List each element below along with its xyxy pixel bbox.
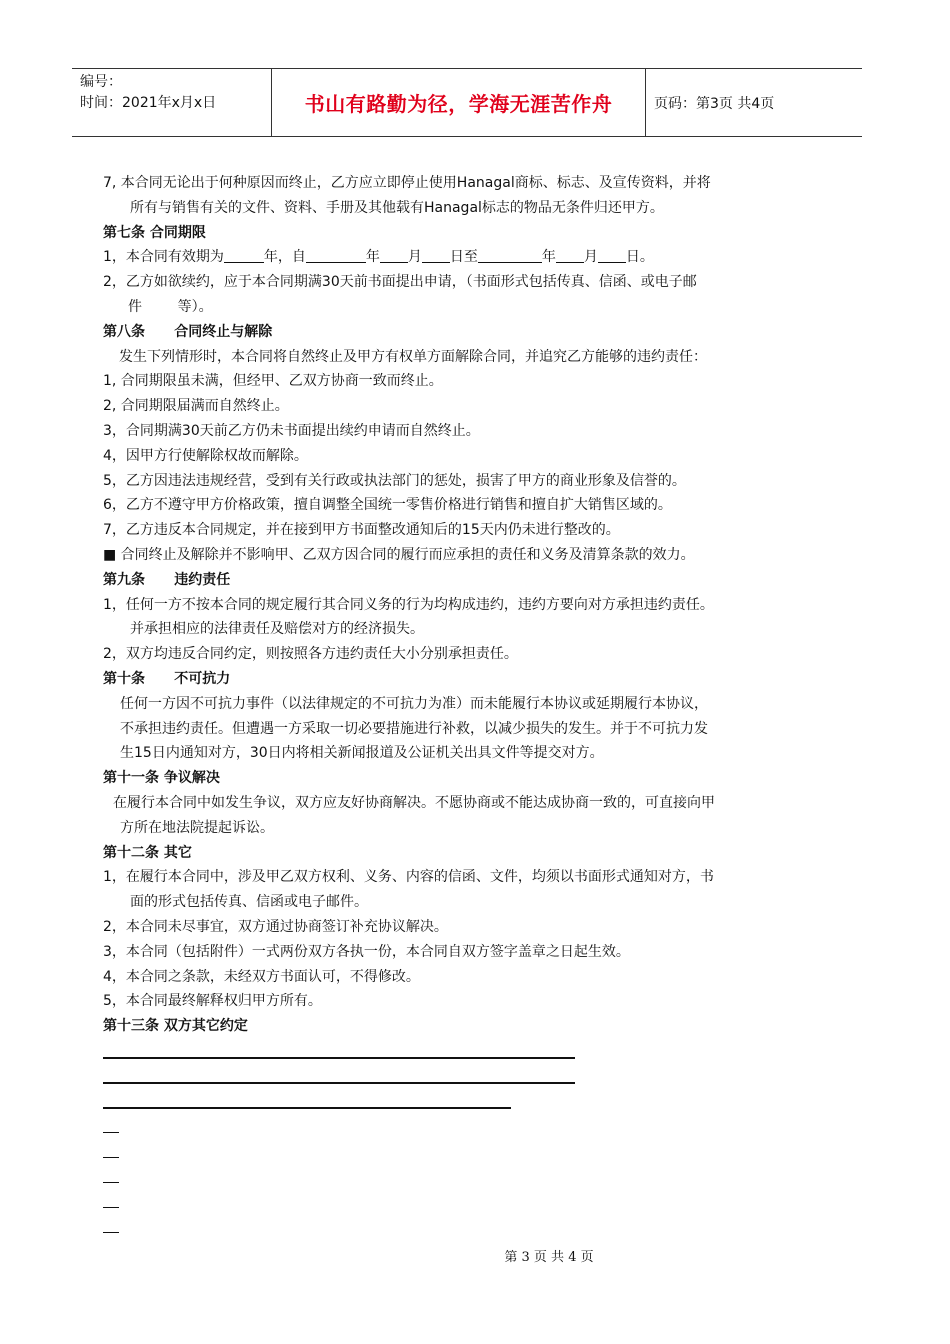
clause-line: 面的形式包括传真、信函或电子邮件。 <box>130 894 368 911</box>
blank-line <box>103 1107 511 1109</box>
section-heading: 第八条 合同终止与解除 <box>103 323 273 340</box>
time-label: 时间：2021年x月x日 <box>80 95 217 111</box>
section-heading: 第十一条 争议解决 <box>103 770 220 787</box>
term-text: 1，本合同有效期为 <box>103 249 224 266</box>
term-text: 年 <box>541 249 556 266</box>
blank-dash <box>103 1132 119 1133</box>
clause-line: 6，乙方不遵守甲方价格政策，擅自调整全国统一零售价格进行销售和擅自扩大销售区域的。 <box>103 497 672 514</box>
number-label: 编号： <box>80 74 122 90</box>
blank-line <box>103 1057 575 1059</box>
blank-field <box>556 248 584 263</box>
clause-line: 5，乙方因违法违规经营，受到有关行政或执法部门的惩处，损害了甲方的商业形象及信誉的。 <box>103 472 686 489</box>
clause-line: 7, 本合同无论出于何种原因而终止，乙方应立即停止使用Hanagal商标、标志、及宣传资料，并将 <box>103 175 711 191</box>
clause-line: 4，本合同之条款，未经双方书面认可，不得修改。 <box>103 968 420 985</box>
clause-line: 3，本合同（包括附件）一式两份双方各执一份，本合同自双方签字盖章之日起生效。 <box>103 943 630 960</box>
section-heading: 第九条 违约责任 <box>103 571 231 588</box>
header-meta <box>72 69 272 136</box>
header-motto: 书山有路勤为径，学海无涯苦作舟 <box>304 92 613 116</box>
clause-line: 2，本合同未尽事宜，双方通过协商签订补充协议解决。 <box>103 918 448 935</box>
blank-field <box>224 248 264 263</box>
blank-field <box>380 248 408 263</box>
clause-line: 2, 合同期限届满而自然终止。 <box>103 398 289 415</box>
clause-line: 并承担相应的法律责任及赔偿对方的经济损失。 <box>130 621 424 638</box>
header-motto-cell <box>272 69 646 136</box>
blank-field <box>598 248 626 263</box>
term-text: 月 <box>583 249 598 266</box>
section-heading: 第十三条 双方其它约定 <box>103 1018 248 1035</box>
section-heading: 第十条 不可抗力 <box>103 670 231 687</box>
clause-line: 2，乙方如欲续约，应于本合同期满30天前书面提出申请，（书面形式包括传真、信函、或电子邮 <box>103 274 697 291</box>
clause-line: 所有与销售有关的文件、资料、手册及其他载有Hanagal标志的物品无条件归还甲方。 <box>130 199 664 216</box>
blank-field <box>422 248 450 263</box>
clause-line: 3，合同期满30天前乙方仍未书面提出续约申请而自然终止。 <box>103 422 480 439</box>
term-text: 年 <box>365 249 380 266</box>
clause-line: 1，在履行本合同中，涉及甲乙双方权利、义务、内容的信函、文件，均须以书面形式通知对方，书 <box>103 869 714 886</box>
clause-line: 任何一方因不可抗力事件（以法律规定的不可抗力为准）而未能履行本协议或延期履行本协议， <box>120 695 708 712</box>
blank-dash <box>103 1182 119 1183</box>
clause-line: 不承担违约责任。但遭遇一方采取一切必要措施进行补救，以减少损失的发生。并于不可抗力发 <box>120 720 708 737</box>
header-page-info: 页码：第3页 共4页 <box>654 95 775 112</box>
blank-field <box>306 248 366 263</box>
clause-line: 7，乙方违反本合同规定，并在接到甲方书面整改通知后的15天内仍未进行整改的。 <box>103 522 620 539</box>
clause-line: 1，任何一方不按本合同的规定履行其合同义务的行为均构成违约，违约方要向对方承担违约责任。 <box>103 596 714 613</box>
clause-line: 生15日内通知对方，30日内将相关新闻报道及公证机关出具文件等提交对方。 <box>120 745 604 762</box>
contract-body <box>103 171 843 1039</box>
blank-field <box>478 248 542 263</box>
blank-line <box>103 1082 575 1084</box>
clause-line: 发生下列情形时，本合同将自然终止及甲方有权单方面解除合同，并追究乙方能够的违约责任： <box>119 348 707 365</box>
page-header <box>72 68 862 137</box>
term-text: 日。 <box>625 249 654 266</box>
clause-line: 1, 合同期限虽未满，但经甲、乙双方协商一致而终止。 <box>103 373 443 390</box>
footer-page-number: 第 3 页 共 4 页 <box>504 1250 594 1265</box>
page-footer <box>0 1246 950 1265</box>
term-text: 月 <box>407 249 422 266</box>
term-text: 年，自 <box>263 249 306 266</box>
term-line <box>103 245 843 270</box>
clause-line: 2，双方均违反合同约定，则按照各方违约责任大小分别承担责任。 <box>103 646 518 663</box>
blank-dash <box>103 1207 119 1208</box>
term-text: 日至 <box>449 249 478 266</box>
clause-line: ■ 合同终止及解除并不影响甲、乙双方因合同的履行而应承担的责任和义务及清算条款的效力。 <box>103 546 695 563</box>
blank-dash <box>103 1157 119 1158</box>
clause-line: 5，本合同最终解释权归甲方所有。 <box>103 993 322 1010</box>
clause-line: 方所在地法院提起诉讼。 <box>120 819 274 836</box>
clause-line: 在履行本合同中如发生争议，双方应友好协商解决。不愿协商或不能达成协商一致的，可直接向甲 <box>113 794 715 811</box>
section-heading: 第十二条 其它 <box>103 844 192 861</box>
clause-line: 4，因甲方行使解除权故而解除。 <box>103 447 308 464</box>
blank-dash <box>103 1232 119 1233</box>
section-heading: 第七条 合同期限 <box>103 224 206 241</box>
clause-line: 件 等）。 <box>128 298 213 315</box>
